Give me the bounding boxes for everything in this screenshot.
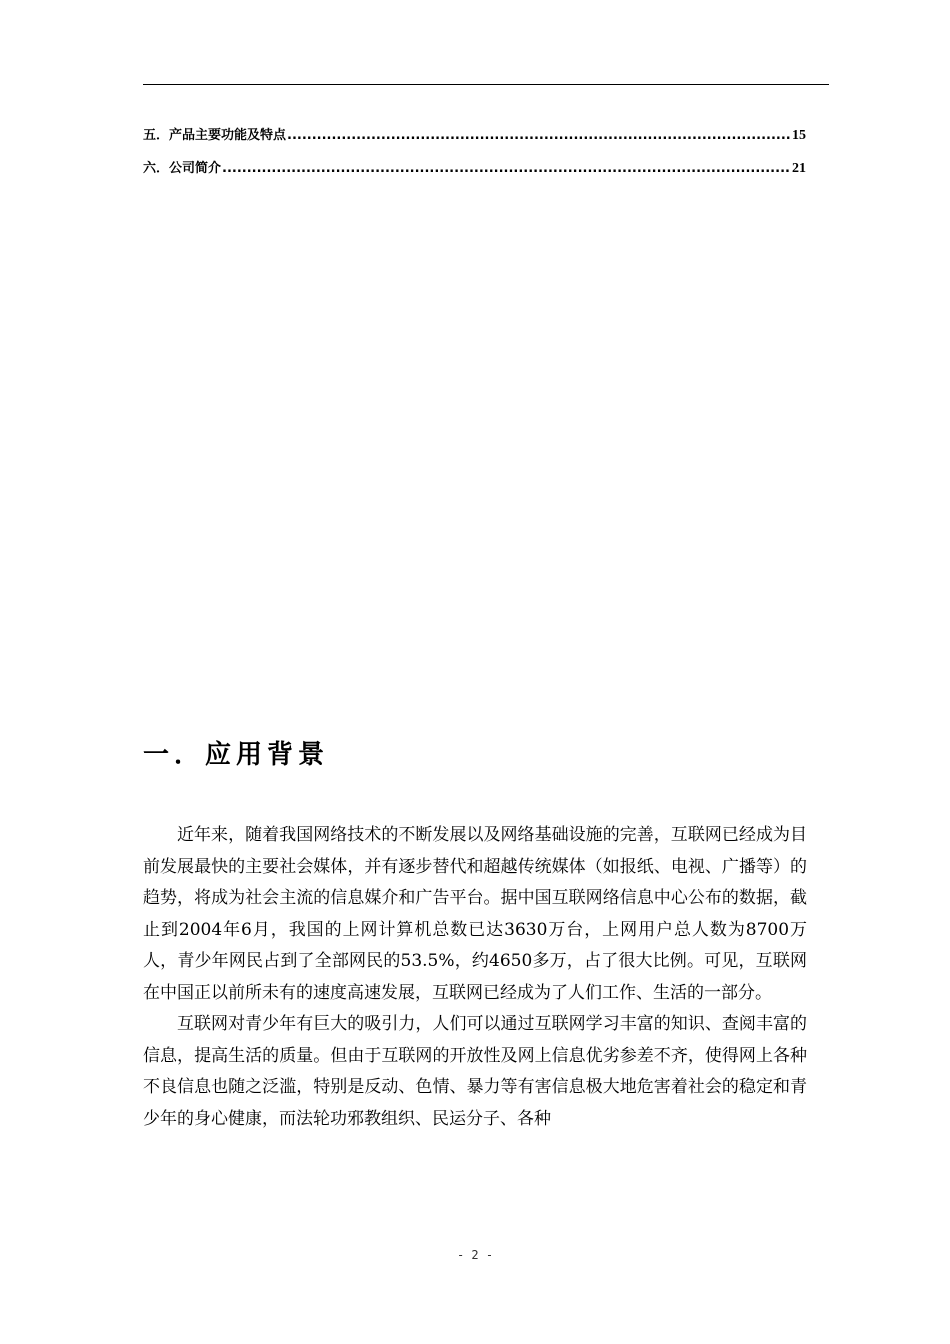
header-rule: [143, 84, 829, 85]
toc-dot-leader: [222, 161, 791, 176]
toc-entry-page: 15: [792, 128, 806, 143]
toc-entry[interactable]: [143, 157, 806, 190]
body-paragraph: 互联网对青少年有巨大的吸引力，人们可以通过互联网学习丰富的知识、查阅丰富的信息，提高生活的质量。但由于互联网的开放性及网上信息优劣参差不齐，使得网上各种不良信息也随之泛滥，特别是反动、色情、暴力等有害信息极大地危害着社会的稳定和青少年的身心健康，而法轮功邪教组织、民运分子、各种: [143, 1014, 807, 1129]
toc-entry-label: 五．产品主要功能及特点: [143, 128, 287, 143]
section-body: [143, 820, 807, 1135]
page-number: - 2 -: [456, 1248, 494, 1262]
toc-dot-leader: [287, 128, 791, 143]
table-of-contents: [143, 124, 806, 190]
section-heading: 一．应用背景: [143, 740, 330, 770]
body-paragraph: 近年来，随着我国网络技术的不断发展以及网络基础设施的完善，互联网已经成为目前发展最快的主要社会媒体，并有逐步替代和超越传统媒体（如报纸、电视、广播等）的趋势，将成为社会主流的信息媒介和广告平台。据中国互联网络信息中心公布的数据，截止到2004年6月，我国的上网计算机总数已达3630万台，上网用户总人数为8700万人，青少年网民占到了全部网民的53.5%，约4650多万，占了很大比例。可见，互联网在中国正以前所未有的速度高速发展，互联网已经成为了人们工作、生活的一部分。: [143, 825, 807, 1003]
toc-entry-page: 21: [792, 161, 806, 176]
toc-entry[interactable]: [143, 124, 806, 157]
toc-entry-label: 六．公司简介: [143, 161, 222, 176]
